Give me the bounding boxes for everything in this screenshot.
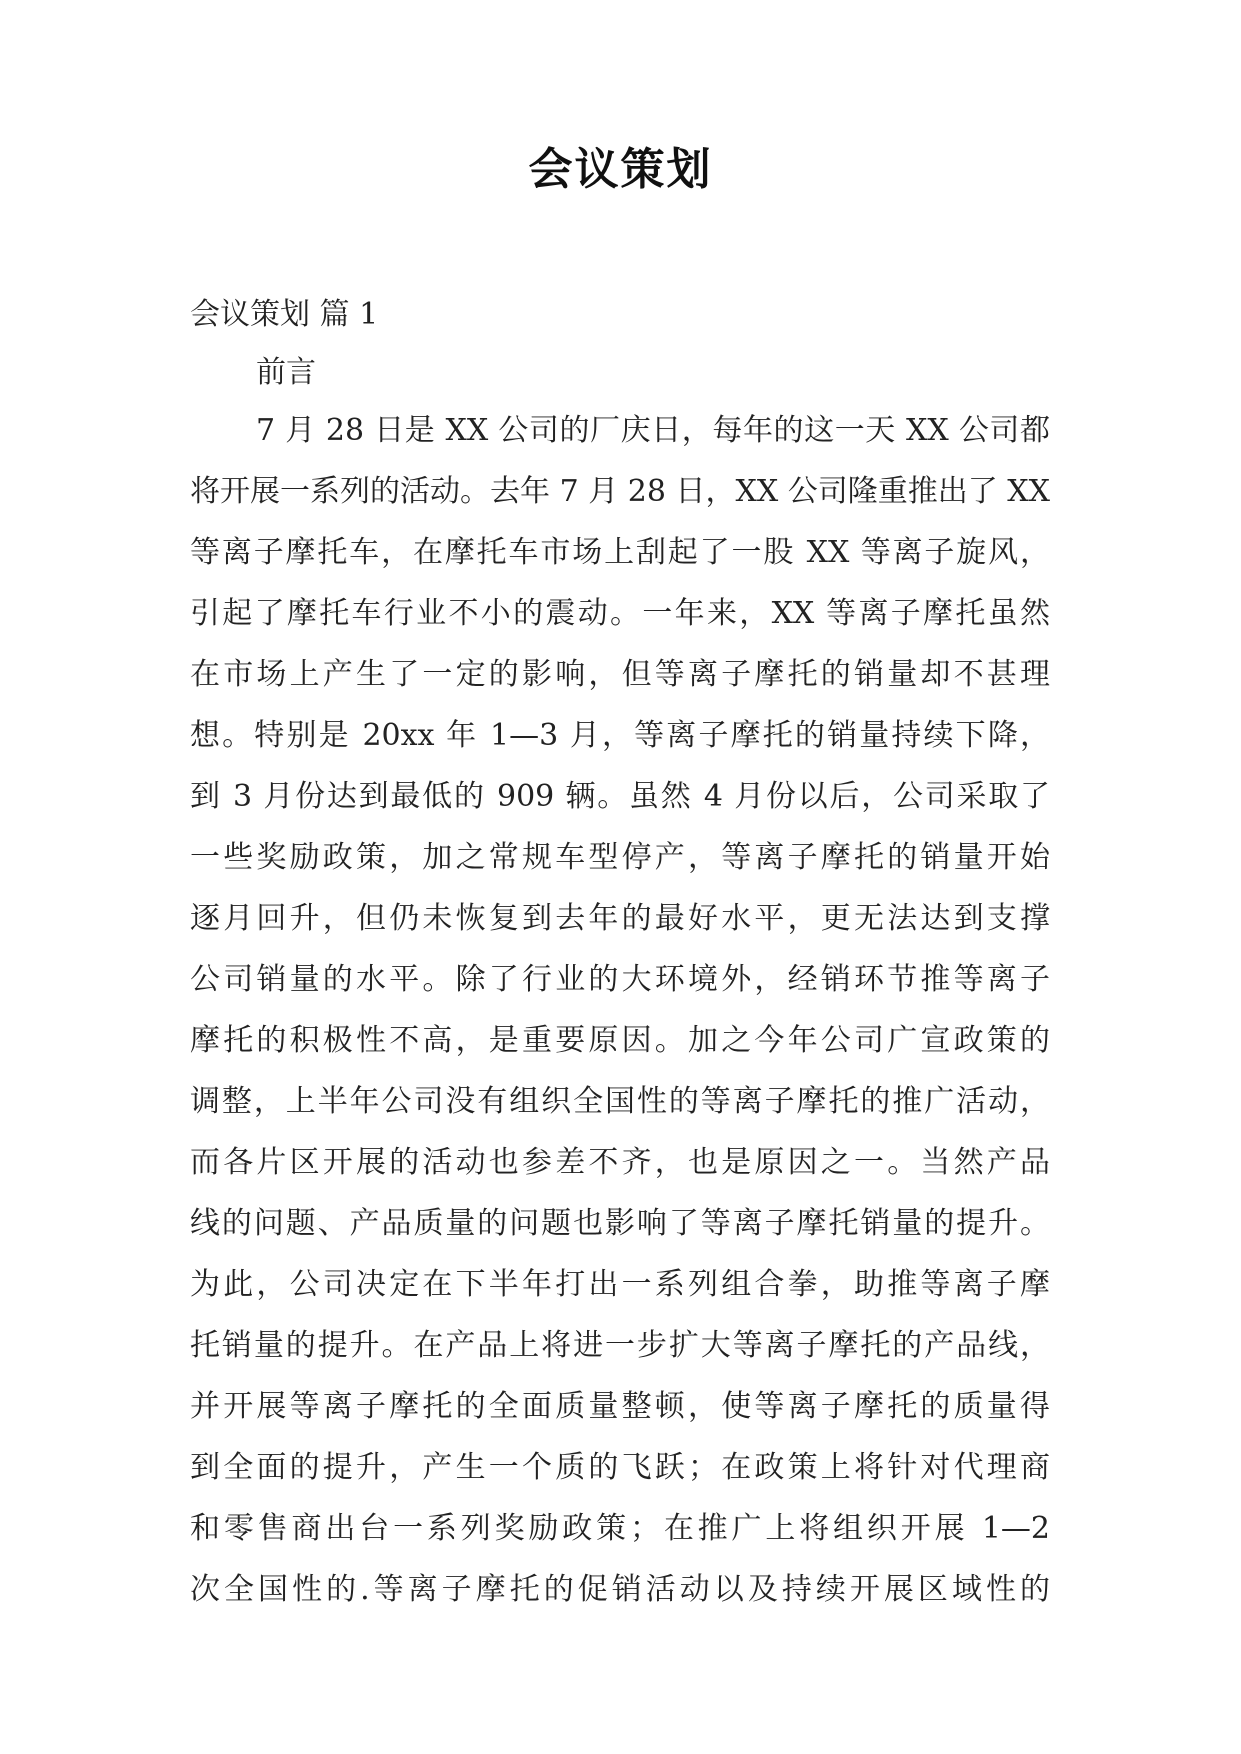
- paragraph-line: 摩托的积极性不高，是重要原因。加之今年公司广宣政策的: [190, 1023, 1050, 1058]
- preface-heading: 前言: [256, 355, 316, 390]
- section-heading: 会议策划 篇 1: [190, 297, 379, 332]
- document-title: 会议策划: [528, 144, 713, 195]
- paragraph-line: 等离子摩托车，在摩托车市场上刮起了一股 XX 等离子旋风，: [190, 535, 1050, 570]
- paragraph-line: 7 月 28 日是 XX 公司的厂庆日，每年的这一天 XX 公司都: [256, 413, 1050, 448]
- paragraph-line: 托销量的提升。在产品上将进一步扩大等离子摩托的产品线，: [190, 1328, 1050, 1363]
- paragraph-line: 和零售商出台一系列奖励政策；在推广上将组织开展 1—2: [190, 1511, 1050, 1546]
- paragraph-line: 到 3 月份达到最低的 909 辆。虽然 4 月份以后，公司采取了: [190, 779, 1050, 814]
- paragraph-line: 一些奖励政策，加之常规车型停产，等离子摩托的销量开始: [190, 840, 1050, 875]
- paragraph-line: 引起了摩托车行业不小的震动。一年来，XX 等离子摩托虽然: [190, 596, 1050, 631]
- paragraph-line: 次全国性的.等离子摩托的促销活动以及持续开展区域性的: [190, 1572, 1050, 1607]
- paragraph-line: 到全面的提升，产生一个质的飞跃；在政策上将针对代理商: [190, 1450, 1050, 1485]
- paragraph-line: 公司销量的水平。除了行业的大环境外，经销环节推等离子: [190, 962, 1050, 997]
- paragraph-line: 为此，公司决定在下半年打出一系列组合拳，助推等离子摩: [190, 1267, 1050, 1302]
- body-paragraph: [190, 400, 1050, 1620]
- paragraph-line: 逐月回升，但仍未恢复到去年的最好水平，更无法达到支撑: [190, 901, 1050, 936]
- paragraph-line: 线的问题、产品质量的问题也影响了等离子摩托销量的提升。: [190, 1206, 1050, 1241]
- paragraph-line: 而各片区开展的活动也参差不齐，也是原因之一。当然产品: [190, 1145, 1050, 1180]
- paragraph-line: 调整，上半年公司没有组织全国性的等离子摩托的推广活动，: [190, 1084, 1050, 1119]
- paragraph-line: 在市场上产生了一定的影响，但等离子摩托的销量却不甚理: [190, 657, 1050, 692]
- paragraph-line: 将开展一系列的活动。去年 7 月 28 日，XX 公司隆重推出了 XX: [190, 474, 1050, 509]
- paragraph-line: 并开展等离子摩托的全面质量整顿，使等离子摩托的质量得: [190, 1389, 1050, 1424]
- paragraph-line: 想。特别是 20xx 年 1—3 月，等离子摩托的销量持续下降，: [190, 718, 1050, 753]
